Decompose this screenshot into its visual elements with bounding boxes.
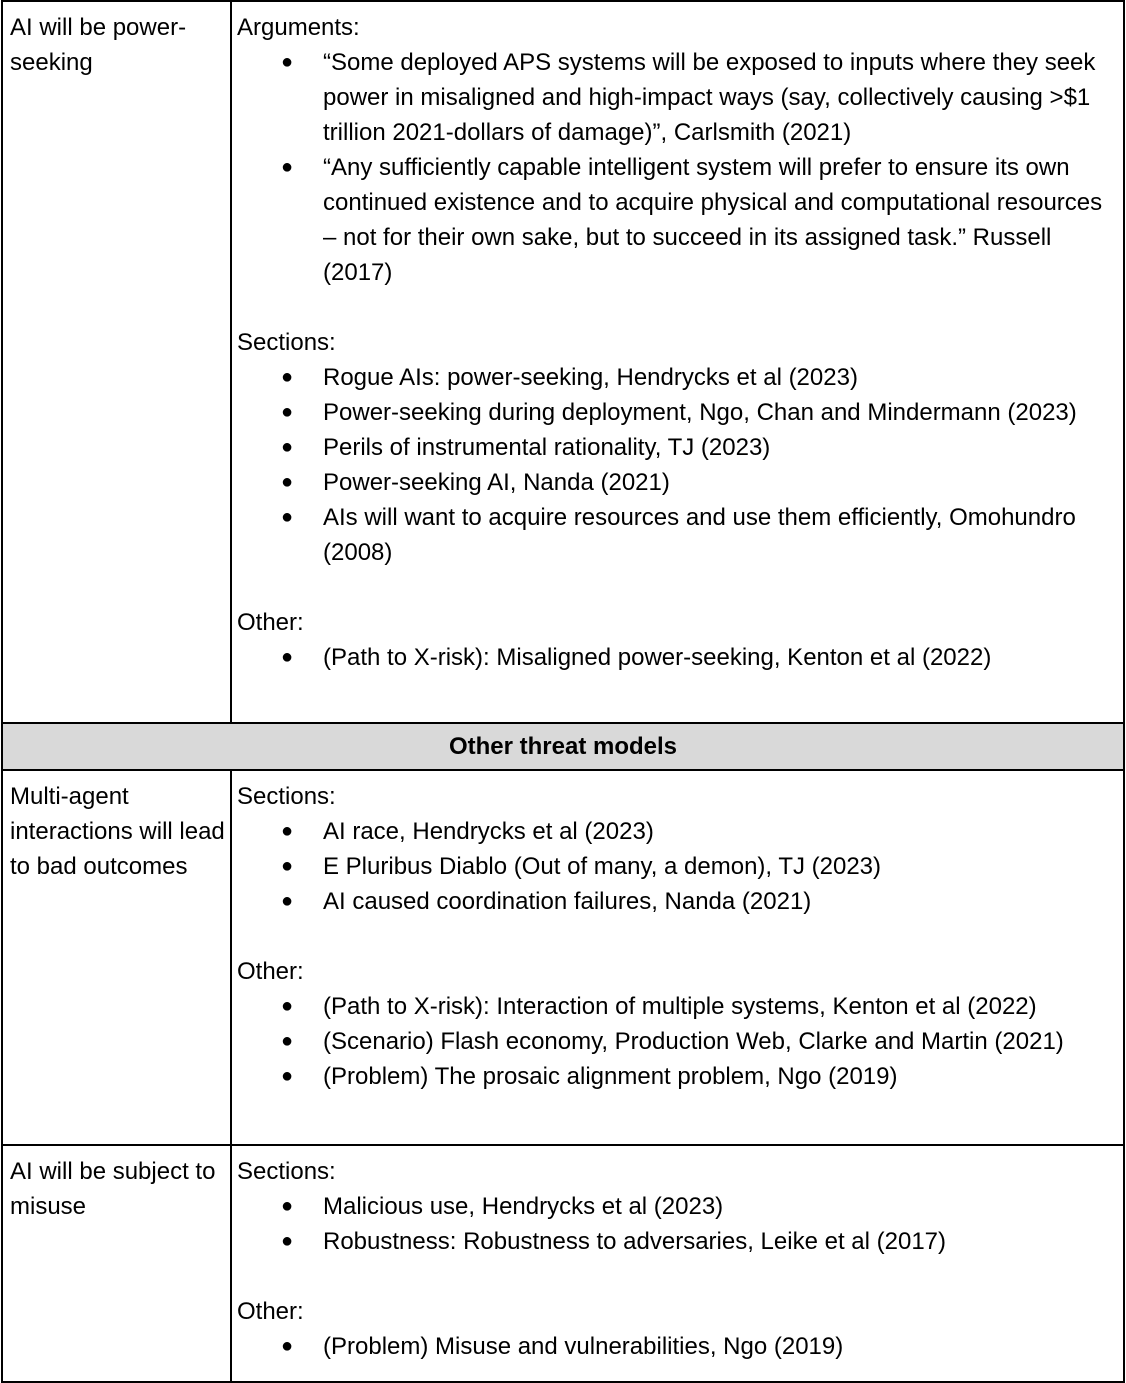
reference-list [237, 640, 1119, 675]
bullet-icon: ● [281, 646, 294, 668]
bullet-icon: ● [281, 820, 294, 842]
bullet-icon: ● [281, 855, 294, 877]
bullet-icon: ● [281, 995, 294, 1017]
reference-list [237, 360, 1119, 570]
row-content-cell [231, 1145, 1124, 1382]
bullet-icon: ● [281, 436, 294, 458]
list-item-text: Power-seeking during deployment, Ngo, Chan and Mindermann (2023) [323, 399, 1077, 426]
bullet-icon: ● [281, 1065, 294, 1087]
list-item-text: Robustness: Robustness to adversaries, Leike et al (2017) [323, 1228, 947, 1255]
group-title: Other: [237, 1298, 304, 1325]
list-item [237, 1329, 1119, 1364]
list-item [237, 430, 1119, 465]
bullet-icon: ● [281, 506, 294, 528]
threat-models-table [1, 0, 1125, 1383]
reference-list [237, 45, 1119, 290]
row-label-cell [2, 1145, 231, 1382]
list-item [237, 45, 1119, 150]
bullet-icon: ● [281, 1230, 294, 1252]
row-label: AI will be power-seeking [10, 14, 187, 76]
list-item-text: Perils of instrumental rationality, TJ (2023) [323, 434, 771, 461]
bullet-icon: ● [281, 401, 294, 423]
list-item-text: (Path to X-risk): Misaligned power-seeking, Kenton et al (2022) [323, 644, 992, 671]
row-label: Multi-agent interactions will lead to bad outcomes [10, 783, 225, 880]
list-item [237, 465, 1119, 500]
list-item-text: (Scenario) Flash economy, Production Web, Clarke and Martin (2021) [323, 1028, 1064, 1055]
section-header: Other threat models [2, 723, 1124, 770]
list-item-text: E Pluribus Diablo (Out of many, a demon), TJ (2023) [323, 853, 882, 880]
bullet-icon: ● [281, 1335, 294, 1357]
list-item-text: (Path to X-risk): Interaction of multiple systems, Kenton et al (2022) [323, 993, 1037, 1020]
row-content-cell [231, 1, 1124, 723]
bullet-icon: ● [281, 366, 294, 388]
group-title: Sections: [237, 783, 336, 810]
table-row-multi-agent [2, 770, 1124, 1145]
list-item-text: “Any sufficiently capable intelligent system will prefer to ensure its own continued existence and to acquire physical and computational resources – not for their own sake, but to succeed in its assigned task.” Russell (2017) [323, 154, 1103, 286]
list-item [237, 884, 1119, 919]
row-content-cell [231, 770, 1124, 1145]
list-item [237, 360, 1119, 395]
list-item [237, 640, 1119, 675]
list-item-text: Malicious use, Hendrycks et al (2023) [323, 1193, 724, 1220]
list-item-text: AI race, Hendrycks et al (2023) [323, 818, 654, 845]
group-title: Sections: [237, 329, 336, 356]
list-item-text: Power-seeking AI, Nanda (2021) [323, 469, 670, 496]
list-item [237, 814, 1119, 849]
list-item-text: (Problem) Misuse and vulnerabilities, Ngo (2019) [323, 1333, 844, 1360]
reference-list [237, 1189, 1119, 1259]
group-title: Other: [237, 609, 304, 636]
list-item-text: AI caused coordination failures, Nanda (2021) [323, 888, 812, 915]
list-item-text: “Some deployed APS systems will be exposed to inputs where they seek power in misaligned and high-impact ways (say, collectively causing >$1 trillion 2021-dollars of damage)”, Carlsmith (2021) [323, 49, 1096, 146]
row-label-cell [2, 770, 231, 1145]
row-label: AI will be subject to misuse [10, 1158, 216, 1220]
list-item-text: (Problem) The prosaic alignment problem, Ngo (2019) [323, 1063, 898, 1090]
bullet-icon: ● [281, 890, 294, 912]
section-header-row [2, 723, 1124, 770]
list-item-text: AIs will want to acquire resources and use them efficiently, Omohundro (2008) [323, 504, 1076, 566]
list-item [237, 1224, 1119, 1259]
row-label-cell [2, 1, 231, 723]
group-title: Arguments: [237, 14, 360, 41]
list-item [237, 1059, 1119, 1094]
bullet-icon: ● [281, 471, 294, 493]
list-item [237, 395, 1119, 430]
bullet-icon: ● [281, 1195, 294, 1217]
reference-list [237, 1329, 1119, 1364]
table-row-power-seeking [2, 1, 1124, 723]
reference-list [237, 989, 1119, 1094]
list-item [237, 989, 1119, 1024]
list-item [237, 500, 1119, 570]
group-title: Sections: [237, 1158, 336, 1185]
list-item [237, 150, 1119, 290]
list-item [237, 1189, 1119, 1224]
bullet-icon: ● [281, 1030, 294, 1052]
table-row-misuse [2, 1145, 1124, 1382]
list-item [237, 1024, 1119, 1059]
group-title: Other: [237, 958, 304, 985]
list-item-text: Rogue AIs: power-seeking, Hendrycks et al (2023) [323, 364, 858, 391]
reference-list [237, 814, 1119, 919]
bullet-icon: ● [281, 156, 294, 178]
list-item [237, 849, 1119, 884]
bullet-icon: ● [281, 51, 294, 73]
